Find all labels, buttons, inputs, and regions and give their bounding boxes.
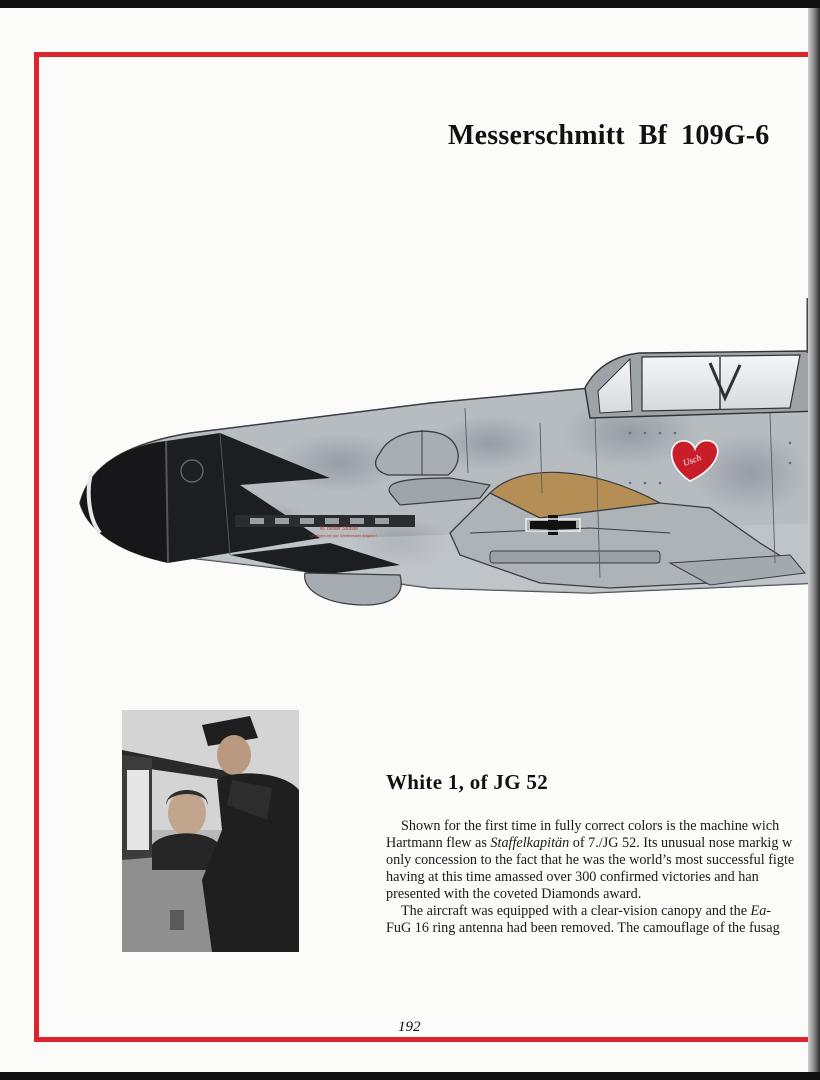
heart-emblem-text: Usch bbox=[681, 452, 703, 469]
caption-line-5: presented with the coveted Diamonds award. bbox=[386, 886, 642, 902]
page-title bbox=[448, 120, 769, 152]
photo-pilots-in-cockpit bbox=[122, 710, 299, 952]
caption-line-2: Hartmann flew as Staffelkapitän of 7./JG 52. Its unusual nose markig w bbox=[386, 835, 793, 851]
book-page bbox=[0, 8, 810, 1072]
caption-heading: White 1, of JG 52 bbox=[386, 770, 549, 794]
caption-line-3: only concession to the fact that he was the world’s most successful figte bbox=[386, 852, 795, 868]
caption-italic-term: Staffelkapitän bbox=[490, 835, 570, 851]
nose-marking-text: M. bester Stunde bbox=[320, 526, 359, 532]
caption-line-7: FuG 16 ring antenna had been removed. The camouflage of the fusag bbox=[386, 920, 780, 936]
nose-marking-text-2: Leutnant bei der Weltmeister Abgabe! bbox=[310, 533, 377, 538]
title-word-manufacturer: Messerschmitt bbox=[448, 120, 625, 151]
book-gutter bbox=[808, 8, 820, 1072]
aircraft-profile-illustration bbox=[70, 293, 810, 623]
caption-line-4: having at this time amassed over 300 confirmed victories and han bbox=[386, 869, 759, 885]
nose-spinner bbox=[80, 441, 168, 563]
title-word-model: 109G-6 bbox=[681, 120, 770, 151]
oil-cooler bbox=[305, 573, 402, 605]
title-word-prefix: Bf bbox=[638, 120, 668, 151]
caption-line-6: The aircraft was equipped with a clear-vision canopy and the Ea- bbox=[401, 903, 772, 919]
caption-body bbox=[386, 818, 810, 937]
page-number: 192 bbox=[398, 1019, 421, 1035]
caption-line-1: Shown for the first time in fully correct colors is the machine wich bbox=[401, 818, 780, 834]
